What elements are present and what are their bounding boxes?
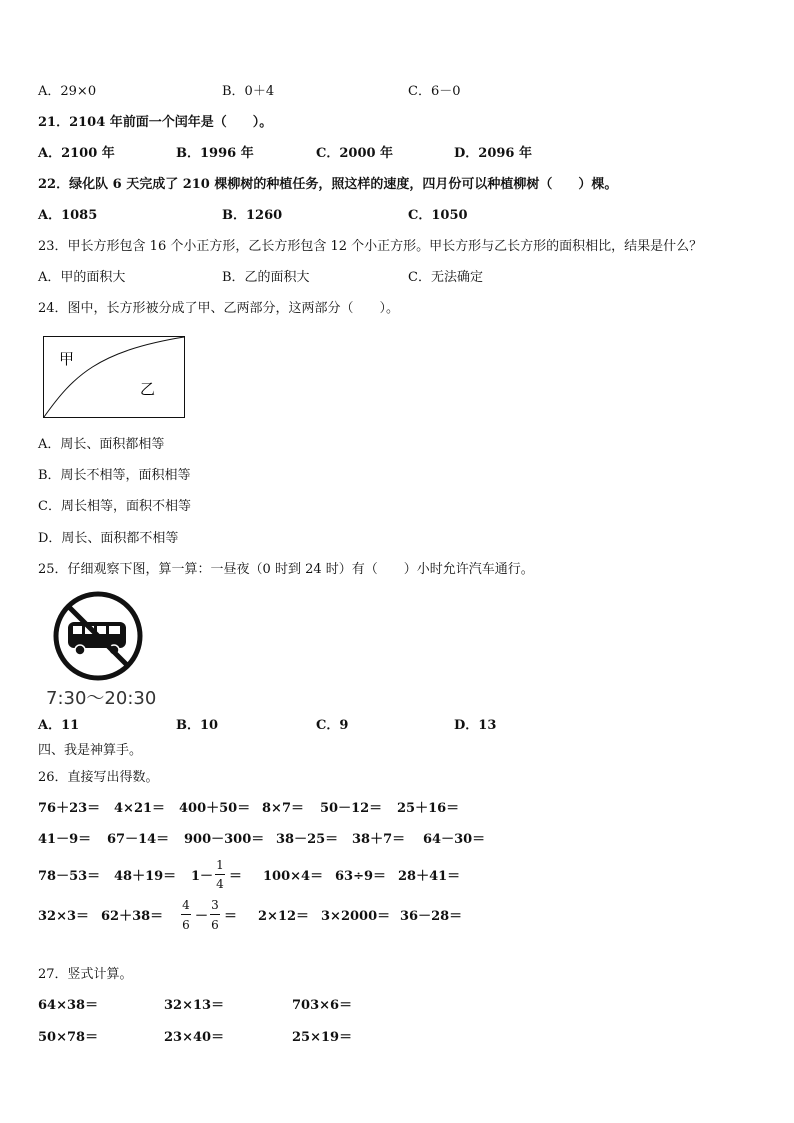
q21-option-c: C．2000 年 xyxy=(316,146,394,161)
q26-r2-item: 41－9＝ xyxy=(38,832,92,847)
q24-rectangle-figure xyxy=(43,336,185,418)
q25-option-a: A．11 xyxy=(38,718,80,733)
q25-option-b: B．10 xyxy=(176,718,219,733)
q26-r1-item: 8×7＝ xyxy=(262,801,304,816)
q26-r4-frac-a-num: 4 xyxy=(182,898,190,912)
q21-stem: 21．2104 年前面一个闰年是（ ）。 xyxy=(38,115,273,130)
q26-stem: 26．直接写出得数。 xyxy=(38,770,159,785)
q26-r1-item: 4×21＝ xyxy=(114,801,166,816)
q20-option-b: B．0＋4 xyxy=(222,84,275,99)
figure-label-yi: 乙 xyxy=(140,380,156,398)
q26-r2-item: 38＋7＝ xyxy=(352,832,406,847)
q26-r4-frac-b-bar xyxy=(210,914,220,915)
section-heading: 四、我是神算手。 xyxy=(38,743,143,758)
q27-r1-item: 703×6＝ xyxy=(292,998,353,1013)
q26-r3-item: 63÷9＝ xyxy=(335,869,387,884)
q26-r1-item: 76＋23＝ xyxy=(38,801,101,816)
q26-r4-frac-a-den: 6 xyxy=(182,918,190,932)
q24-stem: 24．图中，长方形被分成了甲、乙两部分，这两部分（ ）。 xyxy=(38,301,400,316)
q21-option-b: B．1996 年 xyxy=(176,146,254,161)
q21-option-d: D．2096 年 xyxy=(454,146,532,161)
q23-stem: 23．甲长方形包含 16 个小正方形，乙长方形包含 12 个小正方形。甲长方形与乙长方形的面积相比，结果是什么？ xyxy=(38,239,703,254)
q26-r1-item: 400＋50＝ xyxy=(179,801,251,816)
q26-r2-item: 67－14＝ xyxy=(107,832,170,847)
q27-r2-item: 23×40＝ xyxy=(164,1030,225,1045)
q27-stem: 27．竖式计算。 xyxy=(38,967,133,982)
q26-r4-item: 32×3＝ xyxy=(38,909,90,924)
q26-r4-frac-b-num: 3 xyxy=(211,898,219,912)
q27-r2-item: 50×78＝ xyxy=(38,1030,99,1045)
no-bus-sign-icon xyxy=(52,590,144,682)
q24-option-c: C．周长相等，面积不相等 xyxy=(38,499,191,514)
sign-time-caption: 7:30～20:30 xyxy=(46,688,157,709)
q25-option-d: D．13 xyxy=(454,718,497,733)
q26-r4-item: 3×2000＝ xyxy=(321,909,391,924)
q27-r1-item: 64×38＝ xyxy=(38,998,99,1013)
q26-r2-item: 64－30＝ xyxy=(423,832,486,847)
q26-r4-frac-b-den: 6 xyxy=(211,918,219,932)
q26-r3-frac-prefix: 1－ xyxy=(191,869,214,884)
q26-r3-item: 100×4＝ xyxy=(263,869,324,884)
q26-r3-frac-den: 4 xyxy=(216,877,224,891)
q23-option-b: B．乙的面积大 xyxy=(222,270,310,285)
q22-option-a: A．1085 xyxy=(38,208,98,223)
q22-stem: 22．绿化队 6 天完成了 210 棵柳树的种植任务，照这样的速度，四月份可以种植柳树（ ）棵。 xyxy=(38,177,618,192)
q26-r4-item: 36－28＝ xyxy=(400,909,463,924)
q24-option-d: D．周长、面积都不相等 xyxy=(38,531,179,546)
q26-r1-item: 25＋16＝ xyxy=(397,801,460,816)
q26-r3-item: 48＋19＝ xyxy=(114,869,177,884)
q26-r2-item: 38－25＝ xyxy=(276,832,339,847)
q26-r4-frac-a-bar xyxy=(181,914,191,915)
q26-r3-frac-suffix: ＝ xyxy=(229,869,243,884)
q26-r4-frac-op: － xyxy=(195,909,209,924)
q20-option-c: C．6－0 xyxy=(408,84,461,99)
q25-stem: 25．仔细观察下图，算一算：一昼夜（0 时到 24 时）有（ ）小时允许汽车通行。 xyxy=(38,562,534,577)
q22-option-b: B．1260 xyxy=(222,208,283,223)
q23-option-a: A．甲的面积大 xyxy=(38,270,126,285)
q24-option-a: A．周长、面积都相等 xyxy=(38,437,165,452)
q26-r3-frac-num: 1 xyxy=(216,858,224,872)
q24-option-b: B．周长不相等，面积相等 xyxy=(38,468,191,483)
q21-option-a: A．2100 年 xyxy=(38,146,115,161)
q26-r4-item: 62＋38＝ xyxy=(101,909,164,924)
q23-option-c: C．无法确定 xyxy=(408,270,483,285)
figure-label-jia: 甲 xyxy=(59,350,75,368)
q26-r3-item: 78－53＝ xyxy=(38,869,101,884)
q26-r2-item: 900－300＝ xyxy=(184,832,265,847)
q25-option-c: C．9 xyxy=(316,718,349,733)
q20-option-a: A．29×0 xyxy=(38,84,97,99)
q26-r3-frac-bar xyxy=(215,874,225,875)
q27-r2-item: 25×19＝ xyxy=(292,1030,353,1045)
q22-option-c: C．1050 xyxy=(408,208,468,223)
q26-r4-item: 2×12＝ xyxy=(258,909,310,924)
q26-r1-item: 50－12＝ xyxy=(320,801,383,816)
q27-r1-item: 32×13＝ xyxy=(164,998,225,1013)
q26-r4-frac-suffix: ＝ xyxy=(224,909,238,924)
q26-r3-item: 28＋41＝ xyxy=(398,869,461,884)
